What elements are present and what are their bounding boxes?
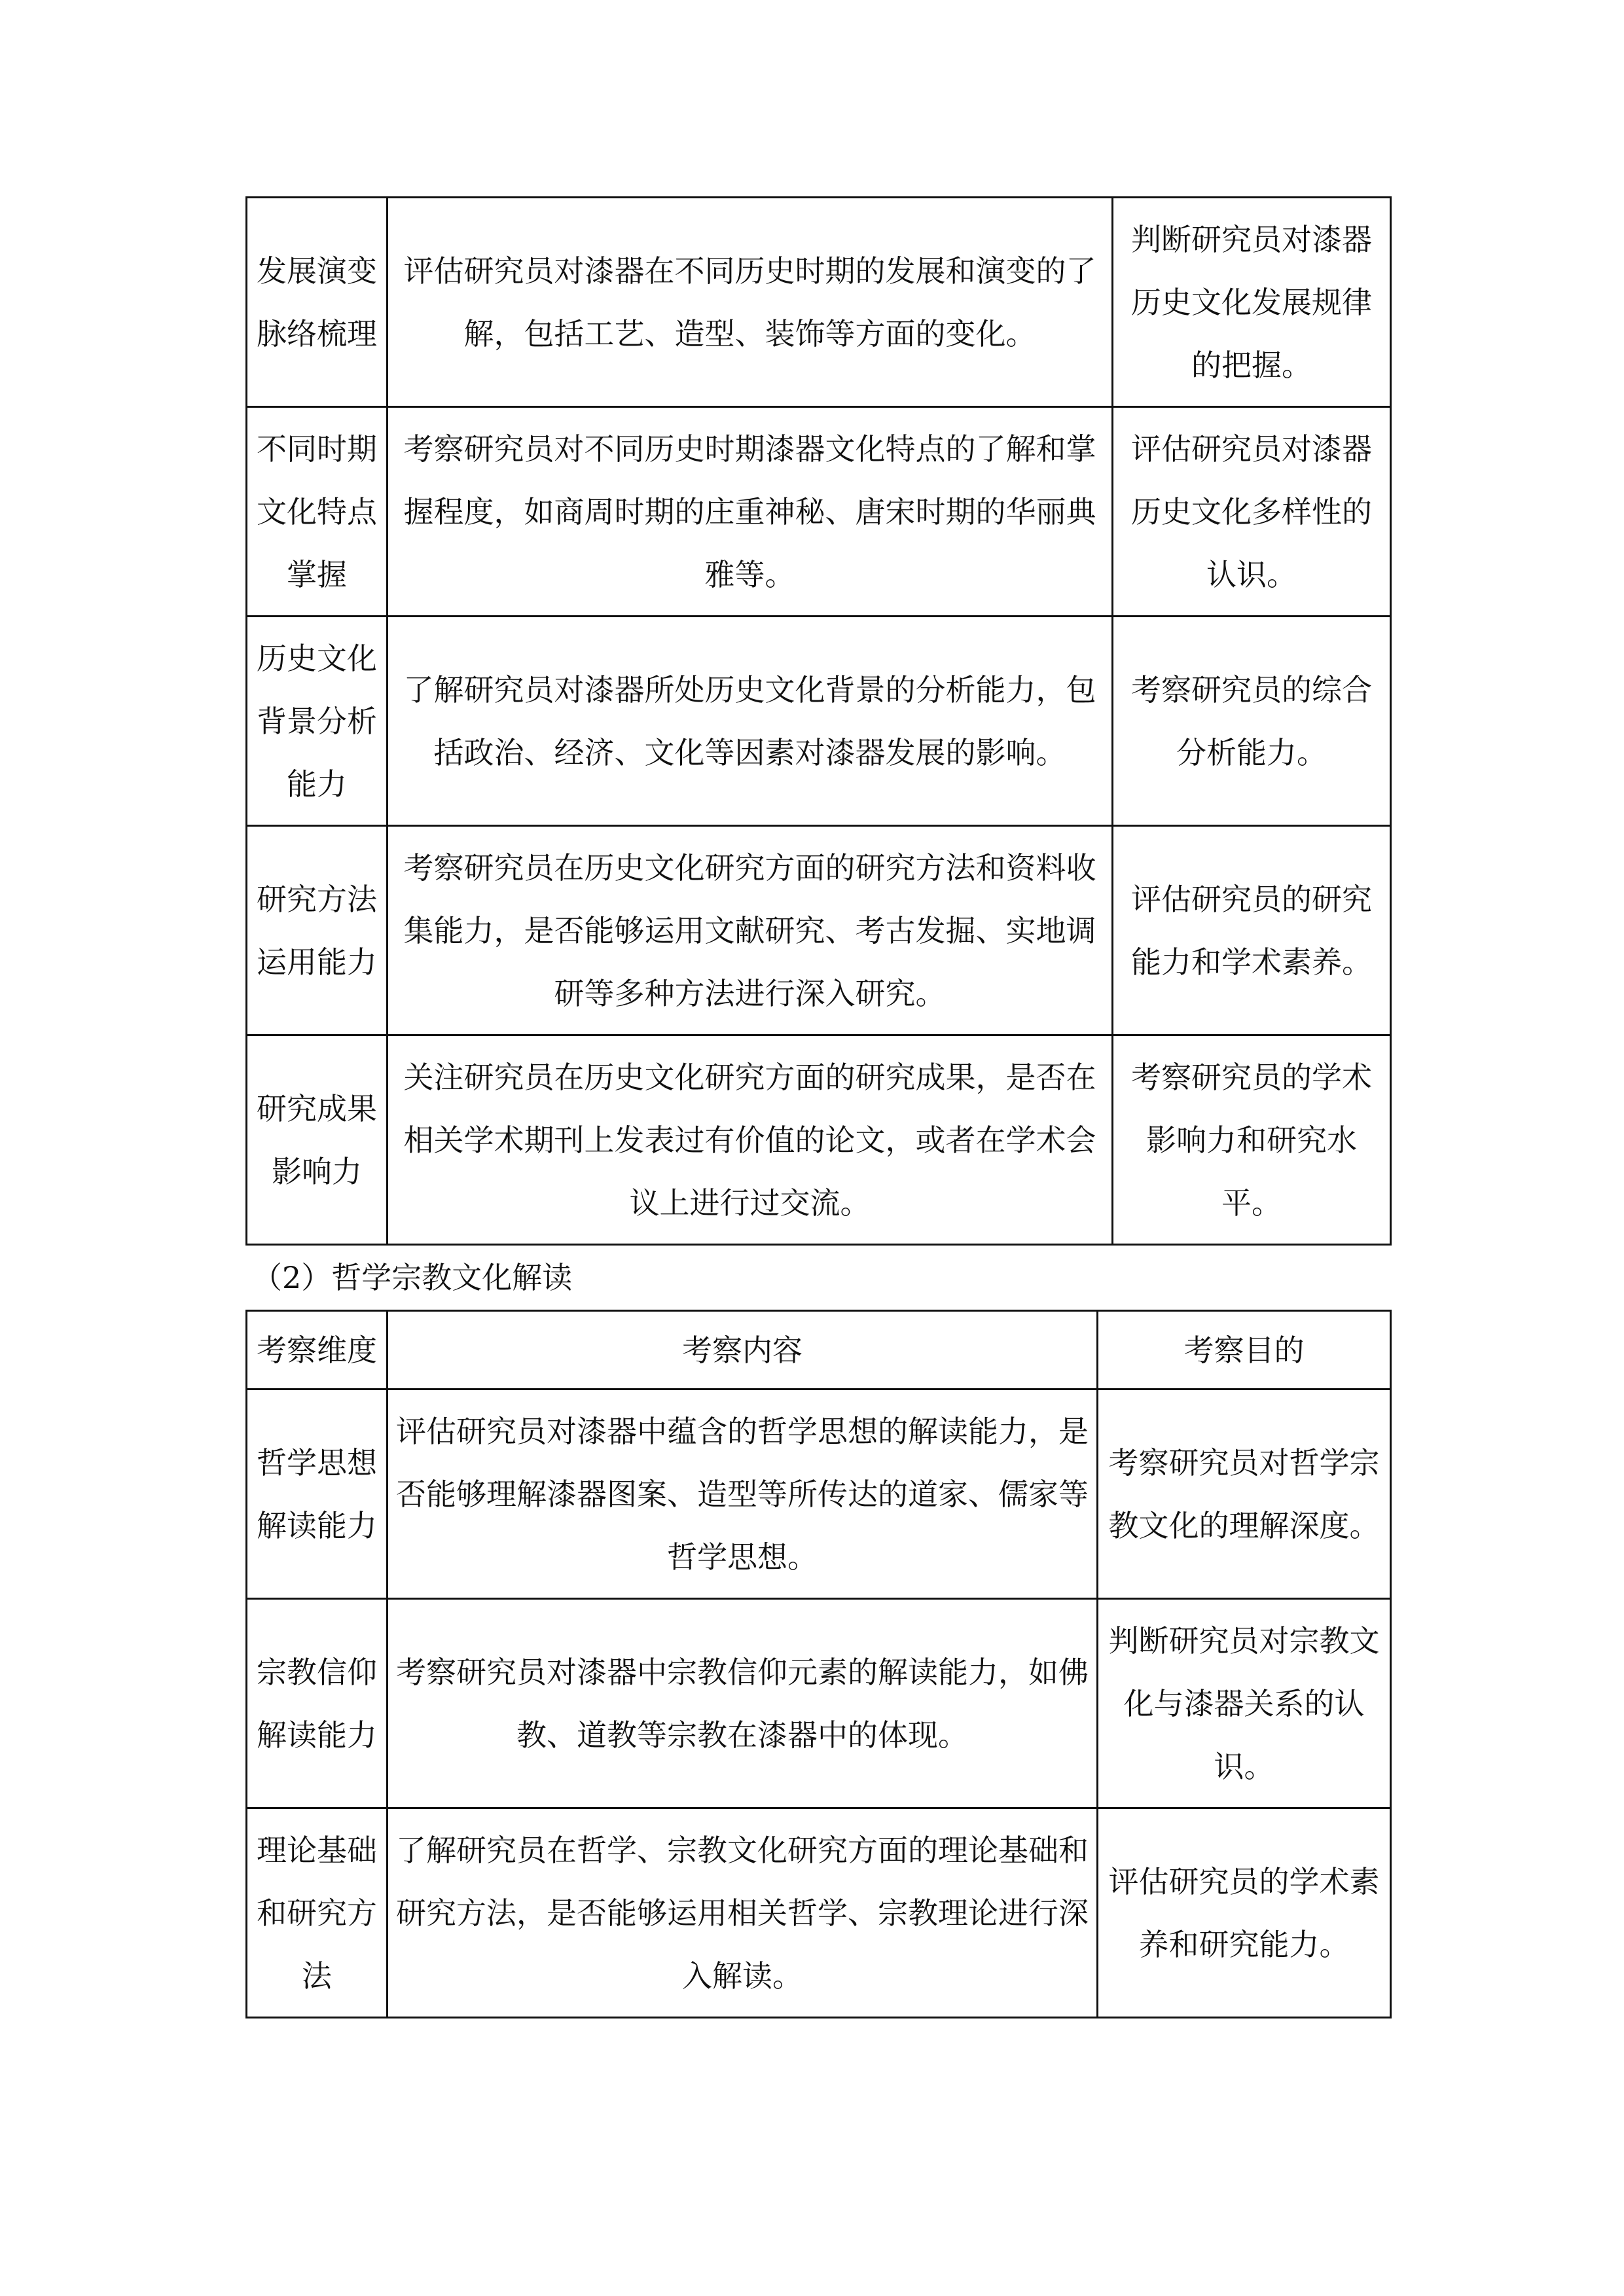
purpose-cell: 评估研究员的学术素养和研究能力。 <box>1098 1808 1391 2018</box>
dimension-cell: 研究方法运用能力 <box>247 826 388 1035</box>
purpose-cell: 评估研究员对漆器历史文化多样性的认识。 <box>1113 407 1391 617</box>
content-cell: 评估研究员对漆器在不同历史时期的发展和演变的了解，包括工艺、造型、装饰等方面的变化。 <box>388 198 1113 407</box>
table-header-row <box>247 1311 1391 1390</box>
table-row <box>247 826 1391 1035</box>
dimension-cell: 不同时期文化特点掌握 <box>247 407 388 617</box>
header-purpose: 考察目的 <box>1098 1311 1391 1390</box>
purpose-cell: 判断研究员对宗教文化与漆器关系的认识。 <box>1098 1599 1391 1808</box>
dimension-cell: 研究成果影响力 <box>247 1035 388 1245</box>
document-page <box>245 196 1390 2018</box>
purpose-cell: 判断研究员对漆器历史文化发展规律的把握。 <box>1113 198 1391 407</box>
dimension-cell: 发展演变脉络梳理 <box>247 198 388 407</box>
content-cell: 关注研究员在历史文化研究方面的研究成果，是否在相关学术期刊上发表过有价值的论文，或者在学术会议上进行过交流。 <box>388 1035 1113 1245</box>
content-cell: 考察研究员在历史文化研究方面的研究方法和资料收集能力，是否能够运用文献研究、考古发掘、实地调研等多种方法进行深入研究。 <box>388 826 1113 1035</box>
purpose-cell: 考察研究员的学术影响力和研究水平。 <box>1113 1035 1391 1245</box>
history-culture-table <box>245 196 1392 1246</box>
header-dimension: 考察维度 <box>247 1311 388 1390</box>
content-cell: 考察研究员对不同历史时期漆器文化特点的了解和掌握程度，如商周时期的庄重神秘、唐宋时期的华丽典雅等。 <box>388 407 1113 617</box>
content-cell: 了解研究员在哲学、宗教文化研究方面的理论基础和研究方法，是否能够运用相关哲学、宗教理论进行深入解读。 <box>388 1808 1098 2018</box>
philosophy-religion-table <box>245 1310 1392 2018</box>
header-content: 考察内容 <box>388 1311 1098 1390</box>
content-cell: 评估研究员对漆器中蕴含的哲学思想的解读能力，是否能够理解漆器图案、造型等所传达的道家、儒家等哲学思想。 <box>388 1390 1098 1599</box>
dimension-cell: 哲学思想解读能力 <box>247 1390 388 1599</box>
dimension-cell: 宗教信仰解读能力 <box>247 1599 388 1808</box>
table-row <box>247 198 1391 407</box>
table-row <box>247 617 1391 826</box>
purpose-cell: 评估研究员的研究能力和学术素养。 <box>1113 826 1391 1035</box>
dimension-cell: 历史文化背景分析能力 <box>247 617 388 826</box>
content-cell: 考察研究员对漆器中宗教信仰元素的解读能力，如佛教、道教等宗教在漆器中的体现。 <box>388 1599 1098 1808</box>
table-row <box>247 1599 1391 1808</box>
purpose-cell: 考察研究员的综合分析能力。 <box>1113 617 1391 826</box>
table-row <box>247 1390 1391 1599</box>
section-heading: （2）哲学宗教文化解读 <box>252 1260 573 1295</box>
table-row <box>247 1808 1391 2018</box>
purpose-cell: 考察研究员对哲学宗教文化的理解深度。 <box>1098 1390 1391 1599</box>
content-cell: 了解研究员对漆器所处历史文化背景的分析能力，包括政治、经济、文化等因素对漆器发展的影响。 <box>388 617 1113 826</box>
table-row <box>247 1035 1391 1245</box>
table-row <box>247 407 1391 617</box>
dimension-cell: 理论基础和研究方法 <box>247 1808 388 2018</box>
